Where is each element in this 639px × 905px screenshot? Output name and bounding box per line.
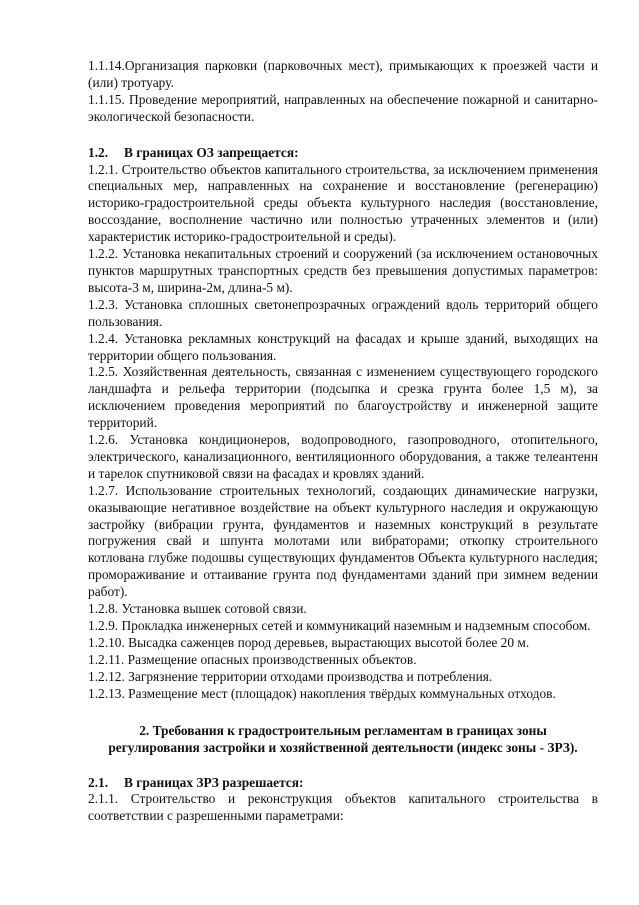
section-number: 2.1.: [88, 774, 109, 790]
item-1-2-6: 1.2.6. Установка кондиционеров, водопроводного, газопроводного, отопительного, электрического, канализационного, вентиляционного оборудования, а также телеантенн и тарелок спутниковой связи на фасадах и кровлях зданий.: [88, 432, 598, 481]
item-1-2-5: 1.2.5. Хозяйственная деятельность, связанная с изменением существующего городского ландшафта и рельефа территории (подсыпка и срезка грунта более 1,5 м), за исключением проведения мероприятий по благоустройству и инженерной защите территорий.: [88, 364, 598, 431]
item-1-2-7: 1.2.7. Использование строительных технологий, создающих динамические нагрузки, оказывающие негативное воздействие на объект культурного наследия и окружающую застройку (вибрации грунта, фундаментов и наземных конструкций в результате погружения свай и шпунта молотами или вибраторами; откопку строительного котлована глубже подошвы существующих фундаментов Объекта культурного наследия; проморaживание и оттаивание грунта под фундаментами зданий при зимнем ведении работ).: [88, 482, 598, 600]
paragraph-1-1-14: 1.1.14.Организация парковки (парковочных мест), примыкающих к проезжей части и (или) тротуару.: [88, 58, 598, 90]
item-1-2-3: 1.2.3. Установка сплошных светонепрозрачных ограждений вдоль территорий общего пользования.: [88, 296, 598, 329]
section-title: В границах ОЗ запрещается:: [124, 144, 299, 160]
chapter-2-title-line-2: регулирования застройки и хозяйственной деятельности (индекс зоны - ЗРЗ).: [108, 739, 578, 755]
section-title: В границах ЗРЗ разрешается:: [124, 774, 304, 790]
section-number: 1.2.: [88, 144, 109, 160]
chapter-2-title-line-1: 2. Требования к градостроительным регламентам в границах зоны: [139, 722, 547, 738]
spacer: [88, 756, 598, 775]
document-page: [88, 58, 598, 825]
item-1-2-10: 1.2.10. Высадка саженцев пород деревьев, вырастающих высотой более 20 м.: [88, 634, 530, 650]
spacer: [88, 126, 598, 145]
paragraph-2-1-1: 2.1.1. Строительство и реконструкция объектов капитального строительства в соответствии с разрешенными параметрами:: [88, 791, 598, 824]
spacer: [88, 703, 598, 722]
item-1-2-8: 1.2.8. Установка вышек сотовой связи.: [88, 601, 307, 617]
paragraph-1-1-15: 1.1.15. Проведение мероприятий, направленных на обеспечение пожарной и санитарно-экологической безопасности.: [88, 91, 598, 124]
item-1-2-4: 1.2.4. Установка рекламных конструкций на фасадах и крыше зданий, выходящих на территории общего пользования.: [88, 330, 598, 363]
item-1-2-13: 1.2.13. Размещение мест (площадок) накопления твёрдых коммунальных отходов.: [88, 685, 556, 701]
section-heading-2-1: [88, 775, 598, 792]
item-1-2-2: 1.2.2. Установка некапитальных строений и сооружений (за исключением остановочных пунктов маршрутных транспортных средств без превышения допустимых параметров: высота-3 м, ширина-2м, длина-5 м).: [88, 246, 598, 295]
item-1-2-1: 1.2.1. Строительство объектов капитального строительства, за исключением применения специальных мер, направленных на сохранение и восстановление (регенерацию) историко-градостроительной среды объекта культурного наследия (восстановление, воссоздание, восполнение частично или полностью утраченных элементов и (или) характеристик историко-градостроительной и среды).: [88, 161, 598, 245]
item-1-2-12: 1.2.12. Загрязнение территории отходами производства и потребления.: [88, 668, 493, 684]
section-heading-1-2: [88, 145, 598, 162]
item-1-2-11: 1.2.11. Размещение опасных производственных объектов.: [88, 651, 417, 667]
item-1-2-9: 1.2.9. Прокладка инженерных сетей и коммуникаций наземным и надземным способом.: [88, 618, 591, 633]
